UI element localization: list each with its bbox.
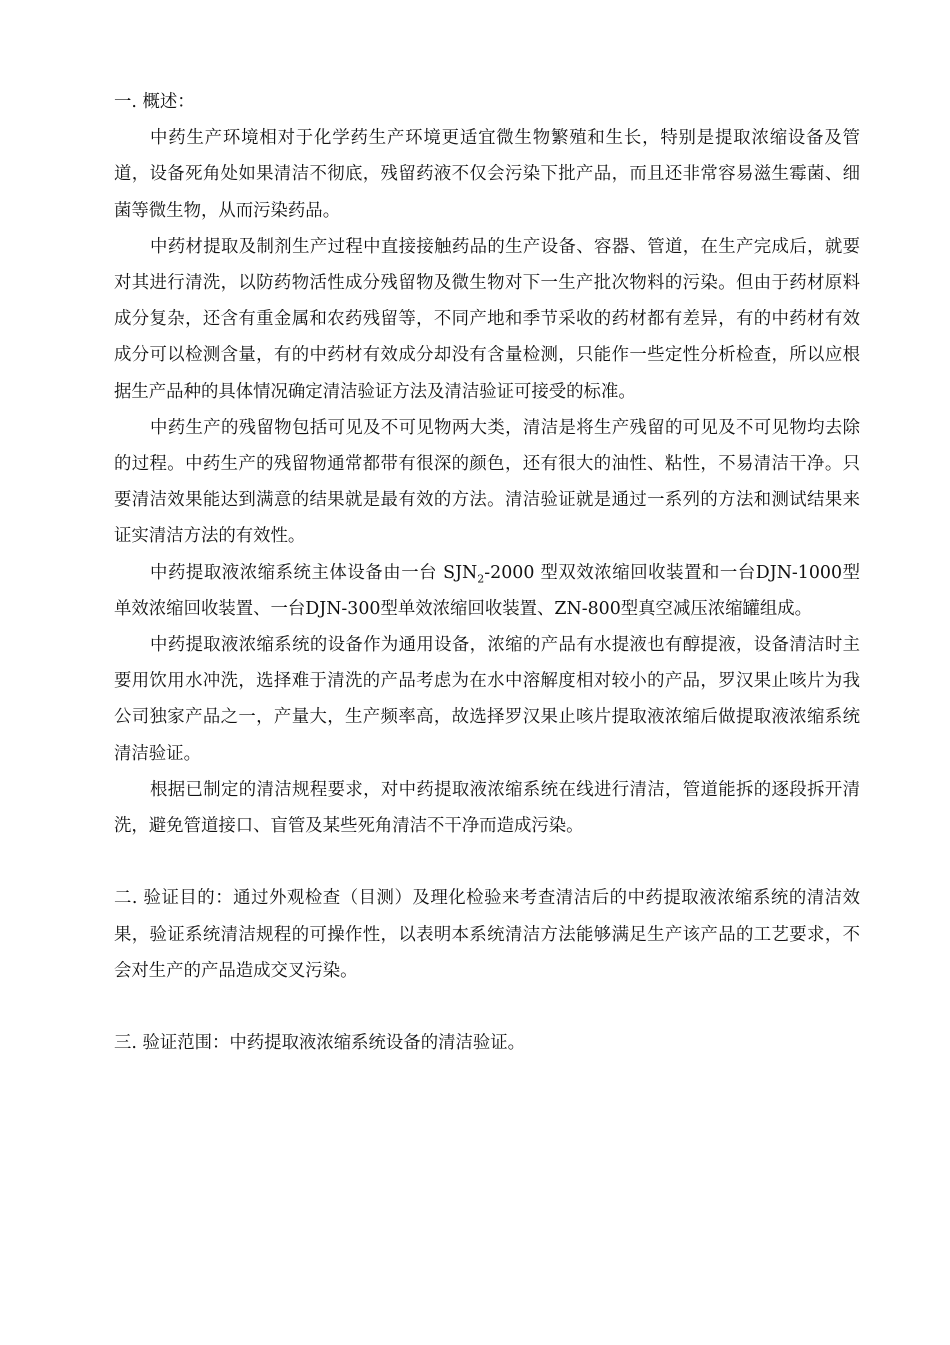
paragraph-residues: 中药生产的残留物包括可见及不可见物两大类，清洁是将生产残留的可见及不可见物均去除的过程。中药生产的残留物通常都带有很深的颜色，还有很大的油性、粘性，不易清洁干净。只要清洁效果能达到满意的结果就是最有效的方法。清洁验证就是通过一系列的方法和测试结果来证实清洁方法的有效性。 [114, 417, 860, 547]
paragraph-equipment [114, 555, 860, 627]
paragraph-environment: 中药生产环境相对于化学药生产环境更适宜微生物繁殖和生长，特别是提取浓缩设备及管道，设备死角处如果清洁不彻底，残留药液不仅会污染下批产品，而且还非常容易滋生霉菌、细菌等微生物，从而污染药品。 [114, 128, 860, 221]
section-1-heading: 一. 概述： [114, 92, 195, 112]
equipment-text-start: 中药提取液浓缩系统主体设备由一台 SJN [150, 562, 478, 583]
paragraph-product-selection: 中药提取液浓缩系统的设备作为通用设备，浓缩的产品有水提液也有醇提液，设备清洁时主要用饮用水冲洗，选择难于清洗的产品考虑为在水中溶解度相对较小的产品，罗汉果止咳片为我公司独家产品之一，产量大，生产频率高，故选择罗汉果止咳片提取液浓缩后做提取液浓缩系统清洁验证。 [114, 635, 860, 764]
paragraph-cleaning-need: 中药材提取及制剂生产过程中直接接触药品的生产设备、容器、管道，在生产完成后，就要对其进行清洗，以防药物活性成分残留物及微生物对下一生产批次物料的污染。但由于药材原料成分复杂，还含有重金属和农药残留等，不同产地和季节采收的药材都有差异，有的中药材有效成分可以检测含量，有的中药材有效成分却没有含量检测，只能作一些定性分析检查，所以应根据生产品种的具体情况确定清洁验证方法及清洁验证可接受的标准。 [114, 236, 860, 402]
section-2-purpose: 二. 验证目的：通过外观检查（目测）及理化检验来考查清洁后的中药提取液浓缩系统的清洁效果，验证系统清洁规程的可操作性，以表明本系统清洁方法能够满足生产该产品的工艺要求，不会对生产的产品造成交叉污染。 [114, 888, 860, 981]
paragraph-cleaning-procedure: 根据已制定的清洁规程要求，对中药提取液浓缩系统在线进行清洁，管道能拆的逐段拆开清洗，避免管道接口、盲管及某些死角清洁不干净而造成污染。 [114, 779, 860, 837]
document-page [114, 84, 860, 1061]
section-3-scope: 三. 验证范围：中药提取液浓缩系统设备的清洁验证。 [114, 1033, 526, 1054]
equipment-subscript: 2 [477, 572, 485, 586]
equipment-text-end: -2000 型双效浓缩回收装置和一台DJN-1000型单效浓缩回收装置、一台DJN-300型单效浓缩回收装置、ZN-800型真空减压浓缩罐组成。 [114, 562, 860, 619]
